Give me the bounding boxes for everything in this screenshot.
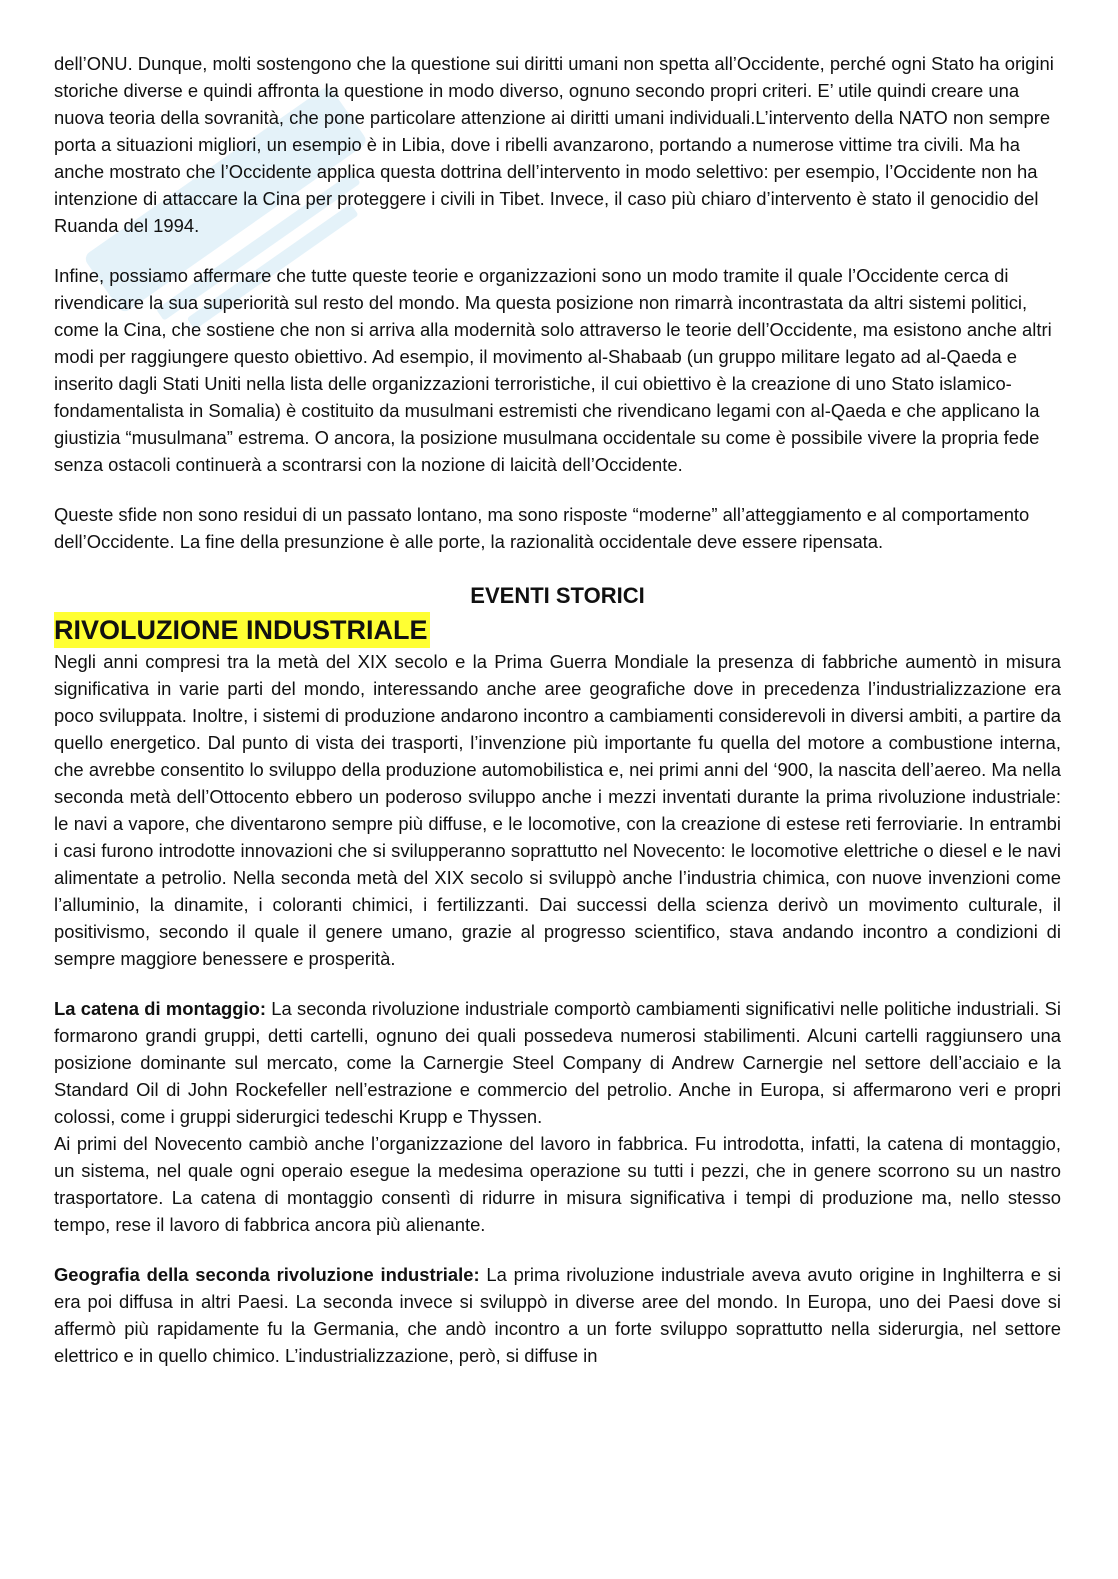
paragraph-text-catena: La seconda rivoluzione industriale comportò cambiamenti significativi nelle politiche industriali. Si formarono grandi gruppi, detti cartelli, ognuno dei quali possedeva numerosi stabilimenti. Alcuni cartelli raggiunsero una posizione dominante sul mercato, come la Carnergie Steel Company di Andrew Carnergie nel settore dell’acciaio e la Standard Oil di John Rockefeller nell’estrazione e commercio del petrolio. Anche in Europa, si affermarono veri e propri colossi, come i gruppi siderurgici tedeschi Krupp e Thyssen. xyxy=(54,998,1061,1127)
intro-paragraph-2: Infine, possiamo affermare che tutte queste teorie e organizzazioni sono un modo tramite il quale l’Occidente cerca di rivendicare la sua superiorità sul resto del mondo. Ma questa posizione non rimarrà incontrastata da altri sistemi politici, come la Cina, che sostiene che non si arriva alla modernità solo attraverso le teorie dell’Occidente, ma esistono anche altri modi per raggiungere questo obiettivo. Ad esempio, il movimento al-Shabaab (un gruppo militare legato ad al-Qaeda e inserito dagli Stati Uniti nella lista delle organizzazioni terroristiche, il cui obiettivo è la creazione di uno Stato islamico-fondamentalista in Somalia) è costituito da musulmani estremisti che rivendicano legami con al-Qaeda e che applicano la giustizia “musulmana” estrema. O ancora, la posizione musulmana occidentale su come è possibile vivere la propria fede senza ostacoli continuerà a scontrarsi con la nozione di laicità dell’Occidente. xyxy=(54,265,1052,475)
intro-paragraph-1: dell’ONU. Dunque, molti sostengono che la questione sui diritti umani non spetta all’Occidente, perché ogni Stato ha origini storiche diverse e quindi affronta la questione in modo diverso, ognuno secondo propri criteri. E’ utile quindi creare una nuova teoria della sovranità, che pone particolare attenzione ai diritti umani individuali.L’intervento della NATO non sempre porta a situazioni migliori, un esempio è in Libia, dove i ribelli avanzarono, portando a numerose vittime tra civili. Ma ha anche mostrato che l’Occidente applica questa dottrina dell’intervento in modo selettivo: per esempio, l’Occidente non ha intenzione di attaccare la Cina per proteggere i civili in Tibet. Invece, il caso più chiaro d’intervento è stato il genocidio del Ruanda del 1994. xyxy=(54,53,1054,236)
paragraph-text-geografia: La prima rivoluzione industriale aveva avuto origine in Inghilterra e si era poi diffusa in altri Paesi. La seconda invece si sviluppò in diverse aree del mondo. In Europa, uno dei Paesi dove si affermò più rapidamente fu la Germania, che andò incontro a un forte sviluppo soprattutto nella siderurgia, nel settore elettrico e in quello chimico. L’industrializzazione, però, si diffuse in xyxy=(54,1264,1061,1366)
body-paragraph-3: Ai primi del Novecento cambiò anche l’organizzazione del lavoro in fabbrica. Fu introdotta, infatti, la catena di montaggio, un sistema, nel quale ogni operaio esegue la medesima operazione su tutti i pezzi, che in genere scorrono su un nastro trasportatore. La catena di montaggio consentì di ridurre in misura significativa i tempi di produzione ma, nello stesso tempo, rese il lavoro di fabbrica ancora più alienante. xyxy=(54,1133,1061,1235)
document-page xyxy=(54,50,1061,1369)
paragraph-lead-catena: La catena di montaggio: xyxy=(54,998,266,1019)
body-paragraph-4 xyxy=(54,1261,1061,1369)
body-paragraph-2 xyxy=(54,995,1061,1130)
body-paragraph-1: Negli anni compresi tra la metà del XIX secolo e la Prima Guerra Mondiale la presenza di fabbriche aumentò in misura significativa in varie parti del mondo, interessando anche aree geografiche dove in precedenza l’industrializzazione era poco sviluppata. Inoltre, i sistemi di produzione andarono incontro a cambiamenti considerevoli in diversi ambiti, a partire da quello energetico. Dal punto di vista dei trasporti, l’invenzione più importante fu quella del motore a combustione interna, che avrebbe consentito lo sviluppo della produzione automobilistica e, nei primi anni del ‘900, la nascita dell’aereo. Ma nella seconda metà dell’Ottocento ebbero un poderoso sviluppo anche i mezzi inventati durante la prima rivoluzione industriale: le navi a vapore, che diventarono sempre più diffuse, e le locomotive, con la creazione di estese reti ferroviarie. In entrambi i casi furono introdotte innovazioni che si svilupperanno soprattutto nel Novecento: le locomotive elettriche o diesel e le navi alimentate a petrolio. Nella seconda metà del XIX secolo si sviluppò anche l’industria chimica, con nuove invenzioni come l’alluminio, la dinamite, i coloranti chimici, i fertilizzanti. Dai successi della scienza derivò un movimento culturale, il positivismo, secondo il quale il genere umano, grazie al progresso scientifico, stava andando incontro a condizioni di sempre maggiore benessere e prosperità. xyxy=(54,651,1061,969)
chapter-body xyxy=(54,648,1061,1369)
section-title xyxy=(54,581,1061,611)
paragraph-lead-geografia: Geografia della seconda rivoluzione industriale: xyxy=(54,1264,480,1285)
section-title-text: EVENTI STORICI xyxy=(470,583,645,608)
chapter-title: RIVOLUZIONE INDUSTRIALE xyxy=(54,612,430,648)
intro-section xyxy=(54,50,1061,555)
intro-paragraph-3: Queste sfide non sono residui di un passato lontano, ma sono risposte “moderne” all’atteggiamento e al comportamento dell’Occidente. La fine della presunzione è alle porte, la razionalità occidentale deve essere ripensata. xyxy=(54,504,1030,552)
